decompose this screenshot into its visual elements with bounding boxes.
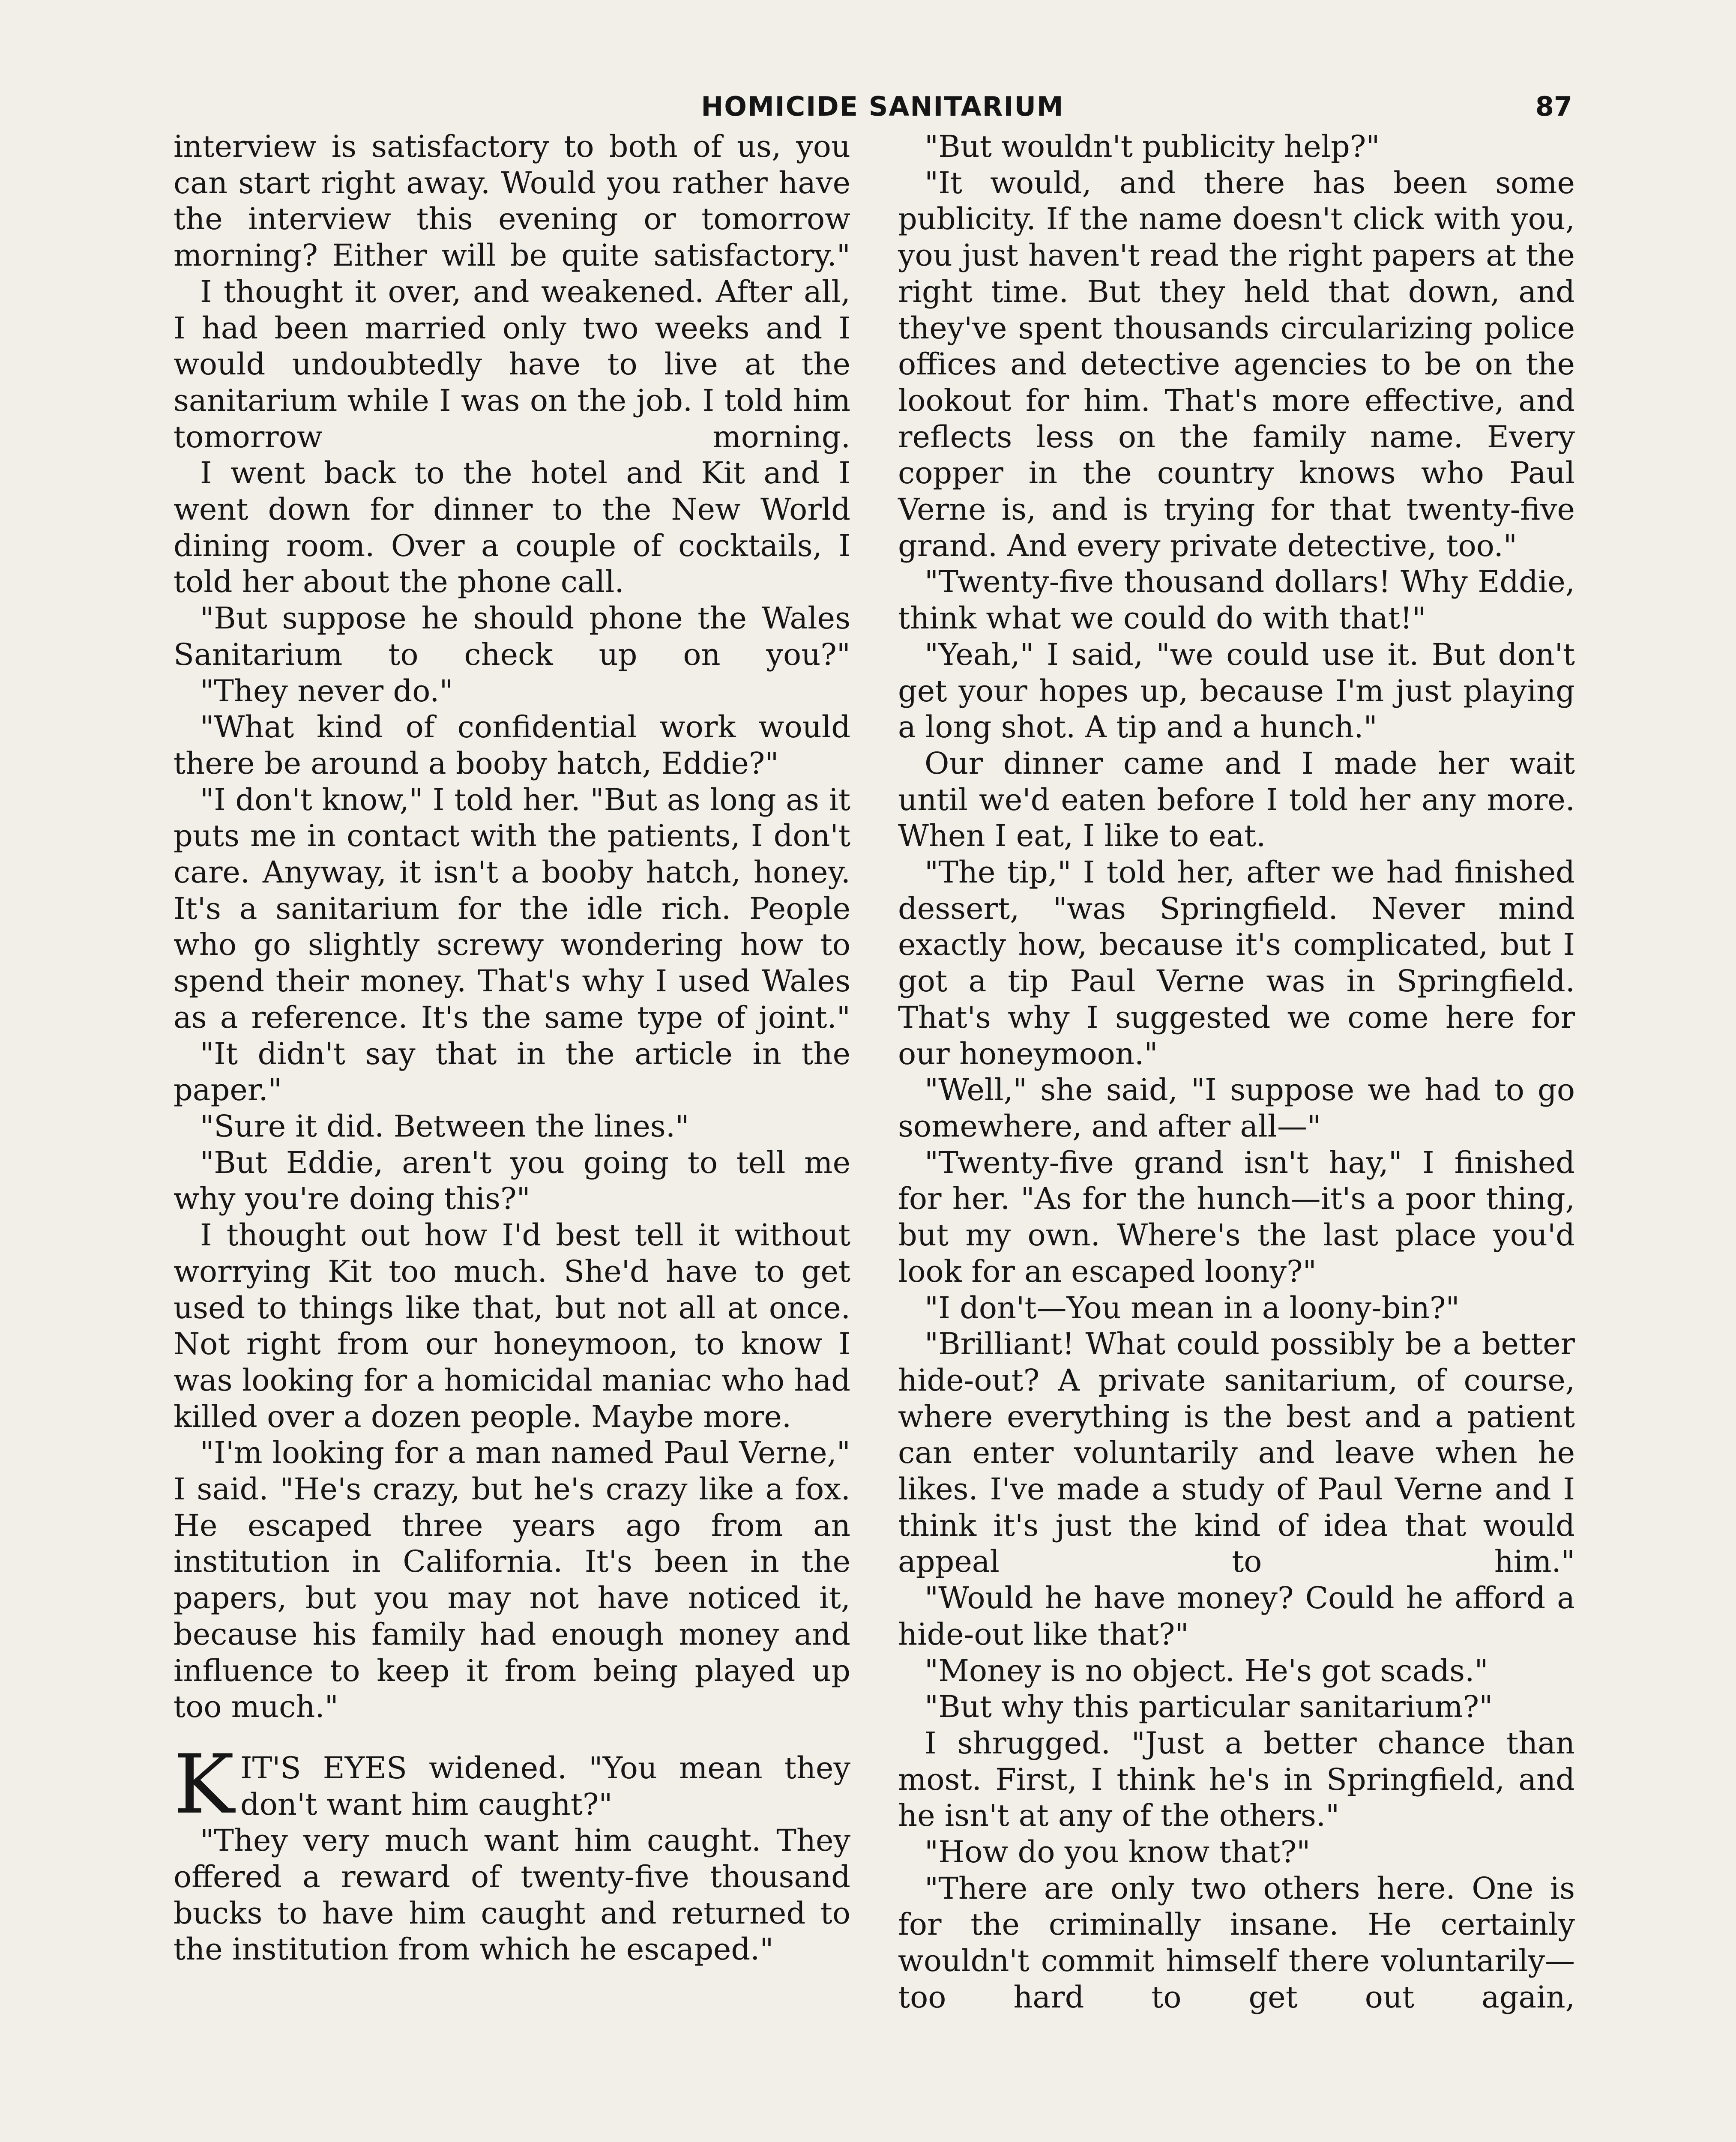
paragraph: "Twenty-five thousand dollars! Why Eddie, think what we could do with that!" (898, 564, 1575, 636)
paragraph: "It would, and there has been some publicity. If the name doesn't click with you, you just haven't read the right papers at the right time. But they held that down, and they've spent thousands circularizing police offices and detective agencies to be on the lookout for him. That's more effective, and reflects less on the family name. Every copper in the country knows who Paul Verne is, and is trying for that twenty-five grand. And every private detective, too." (898, 165, 1575, 563)
paragraph: "I don't—You mean in a loony-bin?" (925, 1290, 1460, 1325)
paragraph: "Twenty-five grand isn't hay," I finished for her. "As for the hunch—it's a poor thing, but my own. Where's the last place you'd look for an escaped loony?" (898, 1145, 1575, 1289)
paragraph: "But wouldn't publicity help?" (925, 129, 1380, 164)
paragraph: "But Eddie, aren't you going to tell me why you're doing this?" (174, 1145, 850, 1217)
paragraph: I thought it over, and weakened. After all, I had been married only two weeks and I would undoubtedly have to live at the sanitarium while I was on the job. I told him tomorrow morning. (174, 274, 850, 455)
paragraph: interview is satisfactory to both of us, you can start right away. Would you rather have the interview this evening or tomorrow morning? Either will be quite satisfactory." (174, 129, 850, 273)
paragraph: "Well," she said, "I suppose we had to go somewhere, and after all—" (898, 1072, 1575, 1144)
paragraph: "They very much want him caught. They offered a reward of twenty-five thousand bucks to have him caught and returned to the institution from which he escaped." (174, 1823, 850, 1967)
dropcap-letter: K (174, 1737, 234, 1832)
right-column (898, 129, 1575, 2016)
paragraph: "I don't know," I told her. "But as long as it puts me in contact with the patients, I don't care. Anyway, it isn't a booby hatch, honey. It's a sanitarium for the idle rich. People who go slightly screwy wondering how to spend their money. That's why I used Wales as a reference. It's the same type of joint." (174, 782, 850, 1035)
dropcap-paragraph (174, 1737, 850, 1832)
paragraph: "How do you know that?" (925, 1834, 1311, 1870)
paragraph: "Sure it did. Between the lines." (200, 1108, 689, 1144)
paragraph: "It didn't say that in the article in the paper." (174, 1036, 850, 1108)
paragraph: I shrugged. "Just a better chance than most. First, I think he's in Springfield, and he isn't at any of the others." (898, 1725, 1575, 1834)
paragraph: "What kind of confidential work would there be around a booby hatch, Eddie?" (174, 709, 850, 781)
paragraph: "But why this particular sanitarium?" (925, 1689, 1493, 1725)
paragraph: "Yeah," I said, "we could use it. But don't get your hopes up, because I'm just playing a long shot. A tip and a hunch." (898, 637, 1575, 745)
paragraph: "They never do." (200, 673, 453, 709)
paragraph: I went back to the hotel and Kit and I went down for dinner to the New World dining room. Over a couple of cocktails, I told her about the phone call. (174, 455, 850, 600)
page-number: 87 (1535, 91, 1572, 122)
running-header-title: HOMICIDE SANITARIUM (701, 91, 1064, 122)
paragraph: "But suppose he should phone the Wales Sanitarium to check up on you?" (174, 601, 850, 672)
left-column (174, 129, 850, 1968)
paragraph: "There are only two others here. One is for the criminally insane. He certainly wouldn't commit himself there voluntarily—too hard to get out again, (898, 1870, 1575, 2015)
paragraph: "Brilliant! What could possibly be a better hide-out? A private sanitarium, of course, where everything is the best and a patient can enter voluntarily and leave when he likes. I've made a study of Paul Verne and I think it's just the kind of idea that would appeal to him." (898, 1326, 1575, 1580)
paragraph: "I'm looking for a man named Paul Verne," I said. "He's crazy, but he's crazy like a fox. He escaped three years ago from an institution in California. It's been in the papers, but you may not have noticed it, because his family had enough money and influence to keep it from being played up too much." (174, 1435, 850, 1725)
paragraph: I thought out how I'd best tell it without worrying Kit too much. She'd have to get used to things like that, but not all at once. Not right from our honeymoon, to know I was looking for a homicidal maniac who had killed over a dozen people. Maybe more. (174, 1218, 850, 1434)
paragraph: "Would he have money? Could he afford a hide-out like that?" (898, 1580, 1575, 1652)
dropcap-text: IT'S EYES widened. "You mean they don't want him caught?" (240, 1750, 850, 1822)
paragraph: Our dinner came and I made her wait until we'd eaten before I told her any more. When I eat, I like to eat. (898, 745, 1575, 854)
paragraph: "Money is no object. He's got scads." (925, 1653, 1488, 1688)
paragraph: "The tip," I told her, after we had finished dessert, "was Springfield. Never mind exactly how, because it's complicated, but I got a tip Paul Verne was in Springfield. That's why I suggested we come here for our honeymoon." (898, 855, 1575, 1071)
